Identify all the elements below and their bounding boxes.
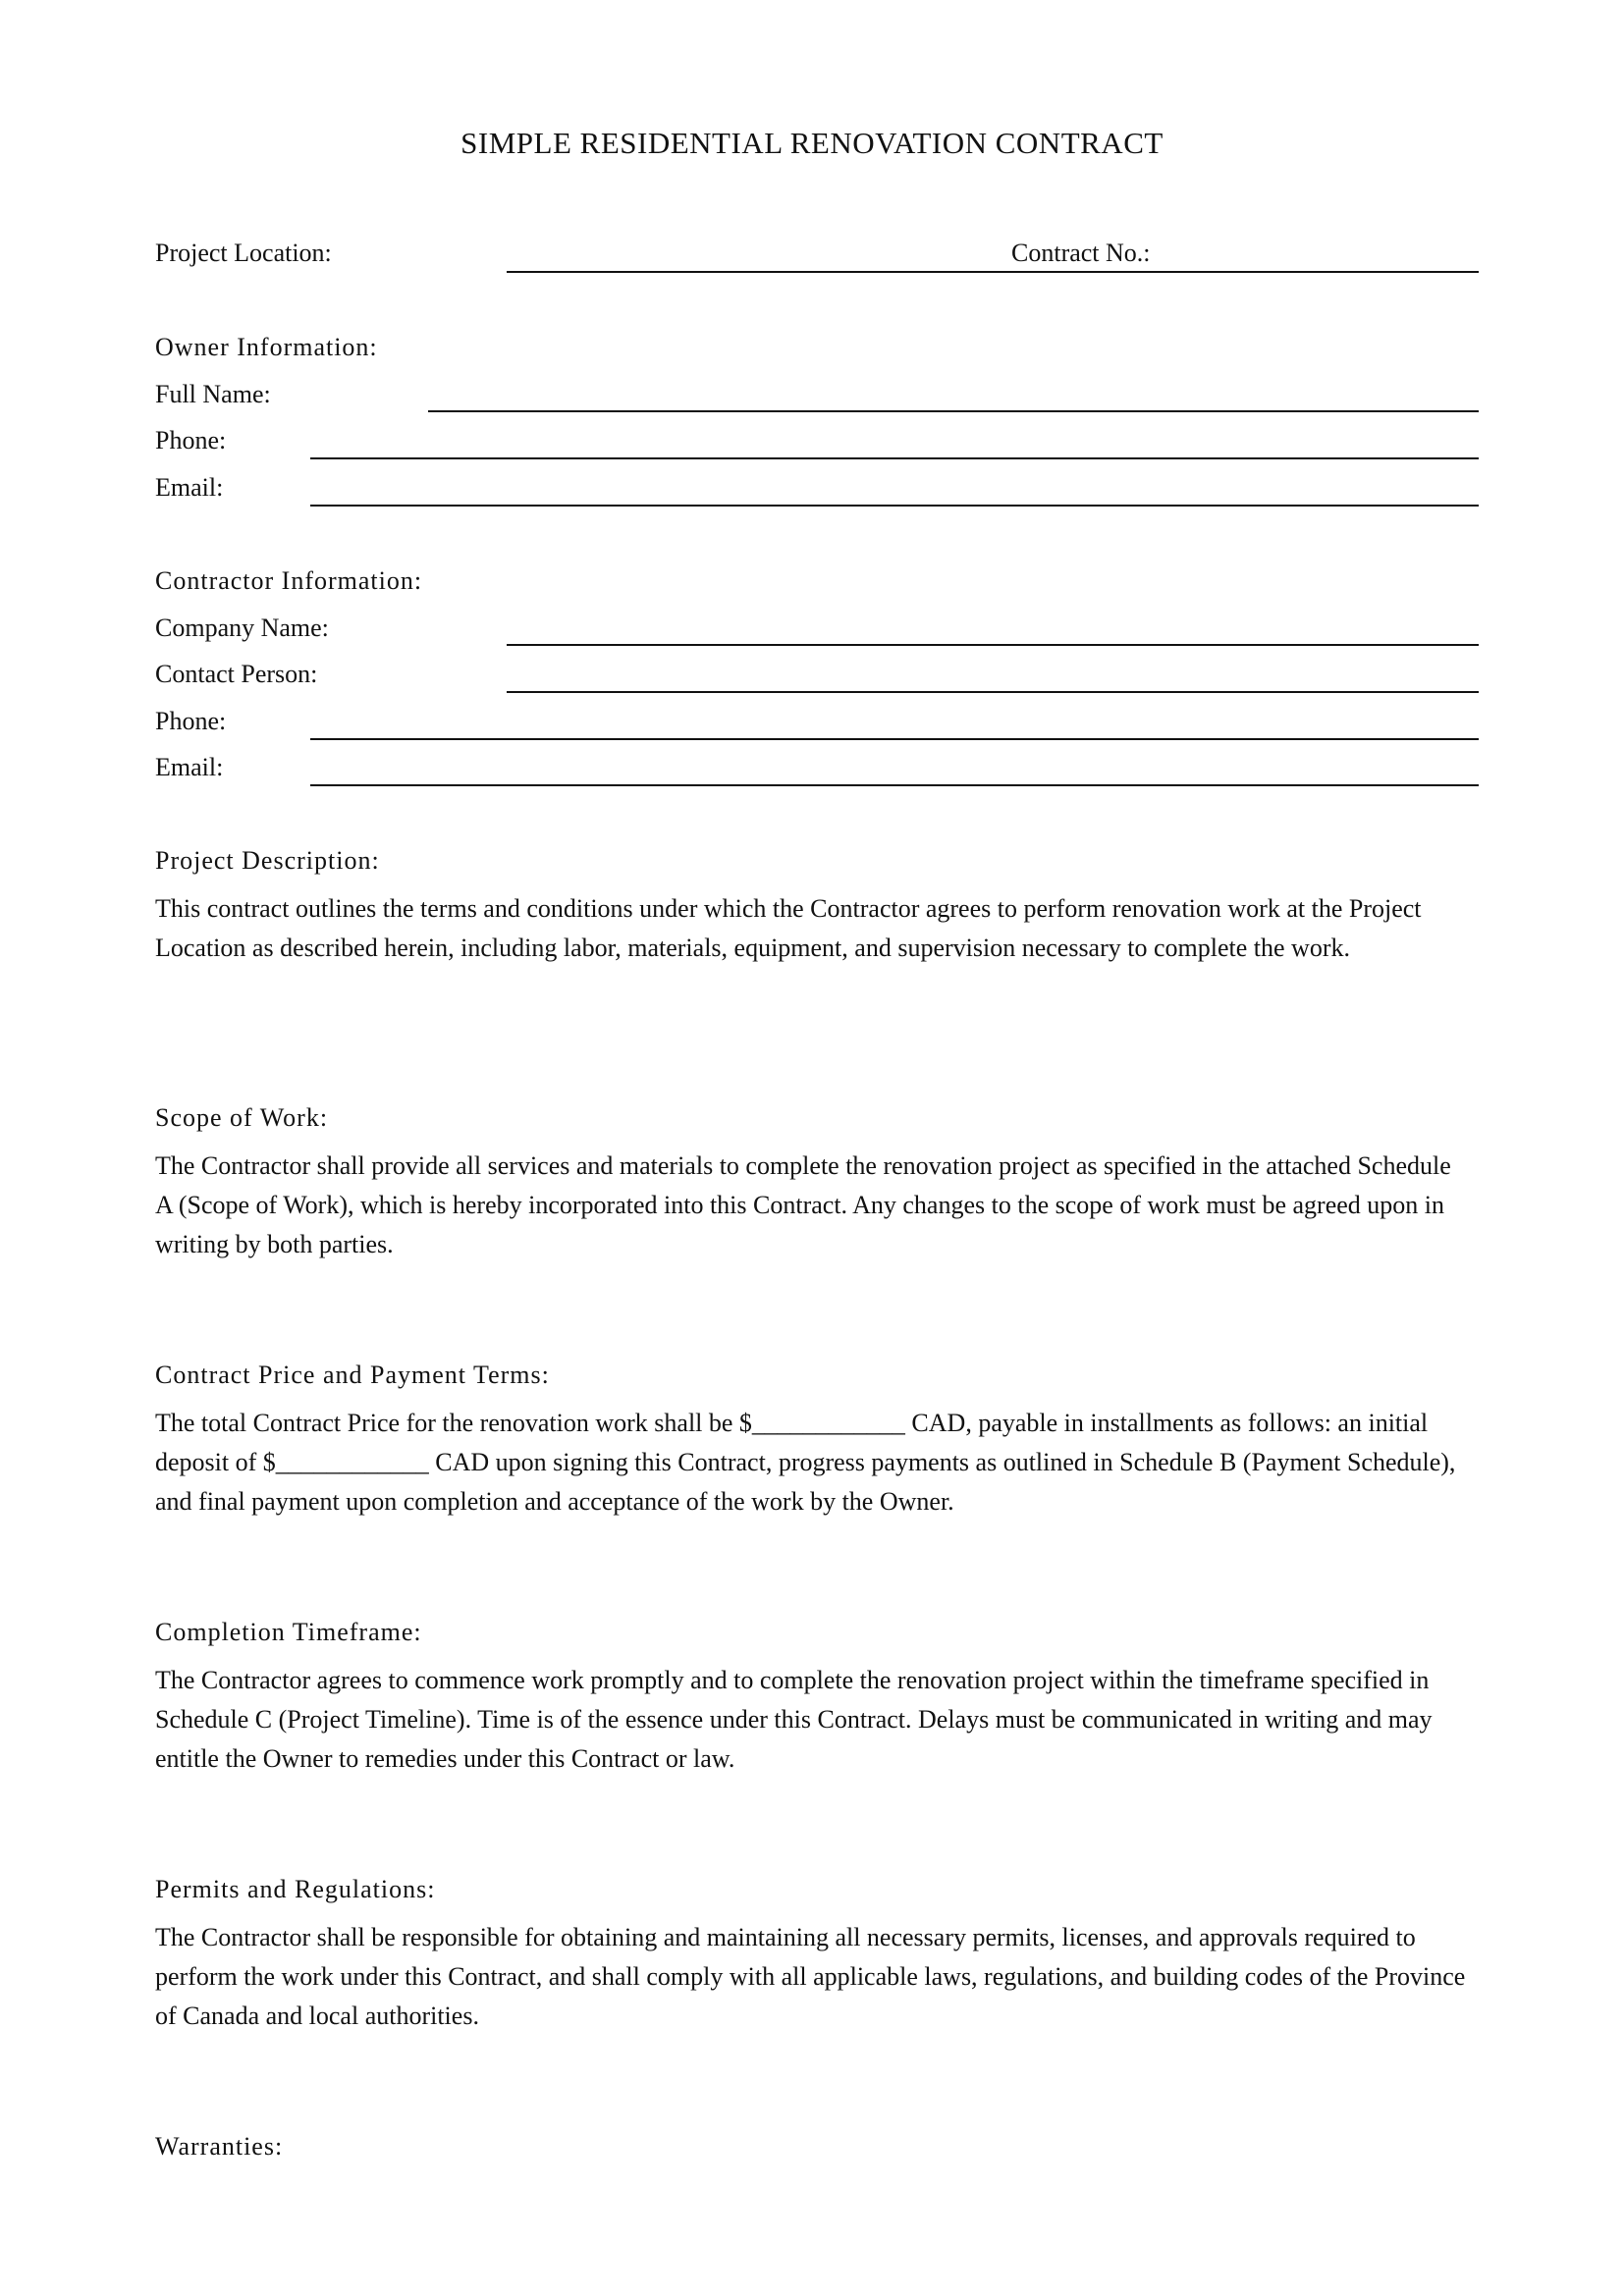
owner-full-name-field[interactable] (428, 410, 1479, 412)
owner-phone-field[interactable] (310, 457, 1479, 459)
completion-timeframe-heading: Completion Timeframe: (155, 1618, 422, 1646)
completion-timeframe-text: The Contractor agrees to commence work promptly and to complete the renovation project within the timeframe specified in Schedule C (Project Timeline). Time is of the essence under this Contract. Delays must be communicated in writing and may entitle the Owner to remedies under this Contract or law. (155, 1666, 1433, 1773)
contractor-email-field[interactable] (310, 784, 1479, 786)
contract-price-text: The total Contract Price for the renovation work shall be $____________ CAD, payable in installments as follows: an initial deposit of $____________ CAD upon signing this Contract, progress payments as outlined in Schedule B (Payment Schedule), and final payment upon completion and acceptance of the work by the Owner. (155, 1409, 1456, 1516)
warranties-heading: Warranties: (155, 2132, 284, 2161)
owner-email-field[interactable] (310, 505, 1479, 507)
contractor-email-label: Email: (155, 753, 224, 781)
contractor-contact-person-label: Contact Person: (155, 660, 318, 688)
contractor-company-name-label: Company Name: (155, 614, 329, 642)
owner-phone-label: Phone: (155, 426, 227, 454)
document-title: SIMPLE RESIDENTIAL RENOVATION CONTRACT (460, 126, 1164, 160)
permits-regulations-heading: Permits and Regulations: (155, 1875, 436, 1903)
scope-of-work-text: The Contractor shall provide all services and materials to complete the renovation project as specified in the attached Schedule A (Scope of Work), which is hereby incorporated into this Contract. Any changes to the scope of work must be agreed upon in writing by both parties. (155, 1151, 1451, 1258)
project-description-text: This contract outlines the terms and conditions under which the Contractor agrees to perform renovation work at the Project Location as described herein, including labor, materials, equipment, and supervision necessary to complete the work. (155, 894, 1422, 962)
owner-information-heading: Owner Information: (155, 333, 378, 361)
contractor-phone-label: Phone: (155, 707, 227, 735)
permits-regulations-text: The Contractor shall be responsible for obtaining and maintaining all necessary permits, licenses, and approvals required to perform the work under this Contract, and shall comply with all applicable laws, regulations, and building codes of the Province of Canada and local authorities. (155, 1923, 1466, 2030)
project-location-label: Project Location: (155, 239, 332, 267)
contractor-information-heading: Contractor Information: (155, 566, 423, 595)
contract-no-label: Contract No.: (1011, 239, 1151, 267)
owner-email-label: Email: (155, 473, 224, 502)
contractor-phone-field[interactable] (310, 738, 1479, 740)
contractor-company-name-field[interactable] (507, 644, 1479, 646)
project-description-heading: Project Description: (155, 846, 380, 875)
scope-of-work-heading: Scope of Work: (155, 1103, 329, 1132)
owner-full-name-label: Full Name: (155, 380, 271, 408)
contract-price-heading: Contract Price and Payment Terms: (155, 1361, 550, 1389)
contractor-contact-person-field[interactable] (507, 691, 1479, 693)
project-location-field[interactable] (507, 271, 1479, 273)
